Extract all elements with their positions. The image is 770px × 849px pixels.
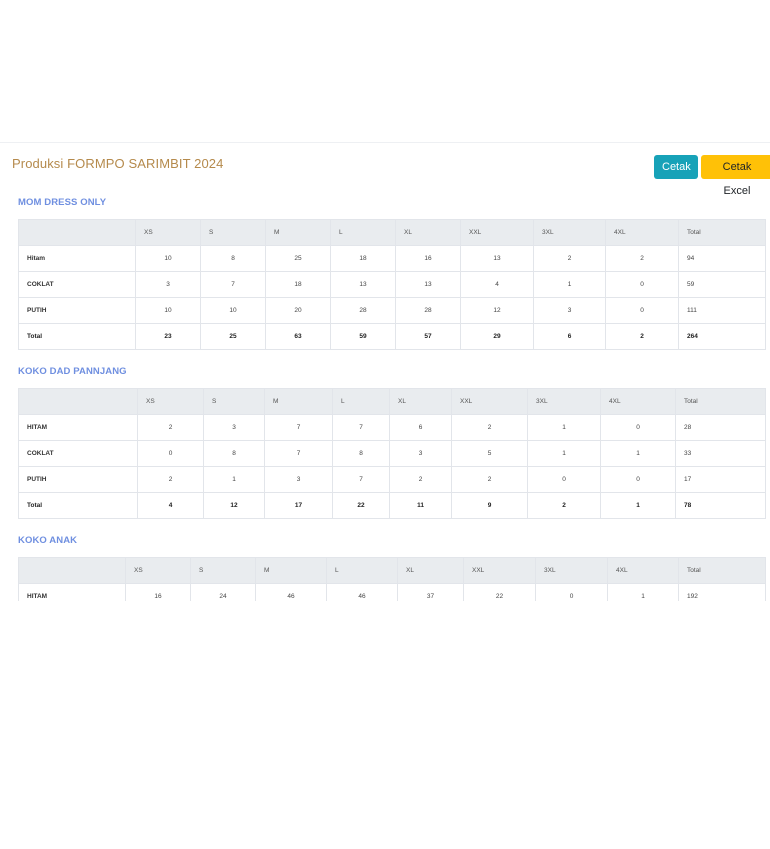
- section-title-koko-anak: KOKO ANAK: [18, 535, 78, 546]
- column-header: XS: [138, 389, 204, 415]
- table-cell: 2: [452, 415, 528, 441]
- table-cell: 2: [452, 467, 528, 493]
- table-cell: 25: [201, 324, 266, 350]
- column-header: XXL: [464, 558, 536, 584]
- row-total-cell: 78: [676, 493, 766, 519]
- table-cell: 11: [390, 493, 452, 519]
- table-cell: 63: [266, 324, 331, 350]
- column-header: XL: [390, 389, 452, 415]
- table-cell: 1: [528, 415, 601, 441]
- table-cell: 16: [396, 246, 461, 272]
- column-header: XS: [136, 220, 201, 246]
- table-cell: 3: [265, 467, 333, 493]
- row-label: HITAM: [19, 584, 126, 602]
- table-cell: 9: [452, 493, 528, 519]
- table-cell: 12: [204, 493, 265, 519]
- row-total-cell: 94: [679, 246, 766, 272]
- table-cell: 46: [327, 584, 398, 602]
- row-label: Total: [19, 324, 136, 350]
- table-total-row: [19, 324, 766, 350]
- table-total-row: [19, 493, 766, 519]
- column-header: S: [201, 220, 266, 246]
- row-total-cell: 28: [676, 415, 766, 441]
- table-cell: 5: [452, 441, 528, 467]
- table-cell: 22: [464, 584, 536, 602]
- column-header: XS: [126, 558, 191, 584]
- table-cell: 0: [606, 272, 679, 298]
- column-header: 3XL: [528, 389, 601, 415]
- section-title-koko-dad: KOKO DAD PANNJANG: [18, 366, 127, 377]
- row-total-cell: 17: [676, 467, 766, 493]
- table-cell: 28: [396, 298, 461, 324]
- table-cell: 1: [601, 441, 676, 467]
- column-header: L: [333, 389, 390, 415]
- table-header-row: [19, 558, 766, 584]
- table-cell: 46: [256, 584, 327, 602]
- column-header: XL: [398, 558, 464, 584]
- column-header: 4XL: [608, 558, 679, 584]
- table-row: [19, 467, 766, 493]
- table-cell: 29: [461, 324, 534, 350]
- table-cell: 2: [138, 467, 204, 493]
- table-row: [19, 441, 766, 467]
- table-cell: 10: [136, 246, 201, 272]
- row-label: COKLAT: [19, 441, 138, 467]
- table-cell: 37: [398, 584, 464, 602]
- table-cell: 3: [204, 415, 265, 441]
- table-cell: 2: [528, 493, 601, 519]
- row-total-cell: 264: [679, 324, 766, 350]
- row-total-cell: 59: [679, 272, 766, 298]
- table-cell: 2: [390, 467, 452, 493]
- table-cell: 17: [265, 493, 333, 519]
- table-row: [19, 298, 766, 324]
- table-cell: 0: [601, 467, 676, 493]
- table-cell: 23: [136, 324, 201, 350]
- column-header: XL: [396, 220, 461, 246]
- row-label: Hitam: [19, 246, 136, 272]
- table-header-row: [19, 389, 766, 415]
- table-cell: 2: [606, 246, 679, 272]
- table-cell: 2: [534, 246, 606, 272]
- section-title-mom-dress: MOM DRESS ONLY: [18, 197, 107, 208]
- table-cell: 0: [536, 584, 608, 602]
- table-cell: 8: [333, 441, 390, 467]
- column-header: M: [265, 389, 333, 415]
- row-total-cell: 192: [679, 584, 766, 602]
- row-total-cell: 33: [676, 441, 766, 467]
- table-cell: 7: [333, 415, 390, 441]
- table-row: [19, 415, 766, 441]
- table-cell: 0: [138, 441, 204, 467]
- column-header: 3XL: [534, 220, 606, 246]
- table-cell: 0: [606, 298, 679, 324]
- column-header: [19, 389, 138, 415]
- table-cell: 25: [266, 246, 331, 272]
- table-cell: 20: [266, 298, 331, 324]
- table-cell: 13: [461, 246, 534, 272]
- column-header: 4XL: [601, 389, 676, 415]
- table-mom-dress: [18, 219, 766, 350]
- table-cell: 8: [204, 441, 265, 467]
- table-cell: 4: [461, 272, 534, 298]
- table-cell: 13: [396, 272, 461, 298]
- row-label: HITAM: [19, 415, 138, 441]
- table-cell: 7: [265, 415, 333, 441]
- table-cell: 57: [396, 324, 461, 350]
- print-button[interactable]: Cetak: [654, 155, 698, 179]
- table-cell: 0: [601, 415, 676, 441]
- table-koko-anak: [18, 557, 766, 601]
- card-header: [0, 143, 770, 197]
- column-header: S: [191, 558, 256, 584]
- column-header: [19, 558, 126, 584]
- column-header: L: [327, 558, 398, 584]
- table-cell: 1: [534, 272, 606, 298]
- table-cell: 18: [331, 246, 396, 272]
- table-cell: 13: [331, 272, 396, 298]
- column-header: 4XL: [606, 220, 679, 246]
- column-header: Total: [676, 389, 766, 415]
- table-row: [19, 246, 766, 272]
- table-cell: 12: [461, 298, 534, 324]
- table-cell: 6: [534, 324, 606, 350]
- column-header: M: [266, 220, 331, 246]
- table-cell: 7: [333, 467, 390, 493]
- table-cell: 7: [265, 441, 333, 467]
- row-total-cell: 111: [679, 298, 766, 324]
- table-cell: 59: [331, 324, 396, 350]
- table-row: [19, 272, 766, 298]
- table-cell: 10: [201, 298, 266, 324]
- production-report-card: [0, 142, 770, 601]
- row-label: PUTIH: [19, 298, 136, 324]
- table-cell: 6: [390, 415, 452, 441]
- row-label: PUTIH: [19, 467, 138, 493]
- table-cell: 2: [606, 324, 679, 350]
- column-header: 3XL: [536, 558, 608, 584]
- page-title: Produksi FORMPO SARIMBIT 2024: [12, 156, 224, 171]
- table-cell: 4: [138, 493, 204, 519]
- column-header: Total: [679, 558, 766, 584]
- table-cell: 1: [601, 493, 676, 519]
- table-cell: 24: [191, 584, 256, 602]
- column-header: L: [331, 220, 396, 246]
- table-cell: 3: [390, 441, 452, 467]
- column-header: M: [256, 558, 327, 584]
- row-label: Total: [19, 493, 138, 519]
- table-cell: 3: [136, 272, 201, 298]
- table-cell: 18: [266, 272, 331, 298]
- table-cell: 16: [126, 584, 191, 602]
- table-cell: 3: [534, 298, 606, 324]
- table-cell: 1: [204, 467, 265, 493]
- table-cell: 8: [201, 246, 266, 272]
- print-excel-button[interactable]: Cetak Excel: [701, 155, 770, 179]
- column-header: [19, 220, 136, 246]
- column-header: S: [204, 389, 265, 415]
- column-header: XXL: [461, 220, 534, 246]
- table-cell: 1: [528, 441, 601, 467]
- table-cell: 0: [528, 467, 601, 493]
- row-label: COKLAT: [19, 272, 136, 298]
- column-header: Total: [679, 220, 766, 246]
- table-cell: 10: [136, 298, 201, 324]
- table-cell: 1: [608, 584, 679, 602]
- table-cell: 28: [331, 298, 396, 324]
- table-koko-dad: [18, 388, 766, 519]
- table-cell: 7: [201, 272, 266, 298]
- table-row: [19, 584, 766, 602]
- table-header-row: [19, 220, 766, 246]
- column-header: XXL: [452, 389, 528, 415]
- table-cell: 22: [333, 493, 390, 519]
- table-cell: 2: [138, 415, 204, 441]
